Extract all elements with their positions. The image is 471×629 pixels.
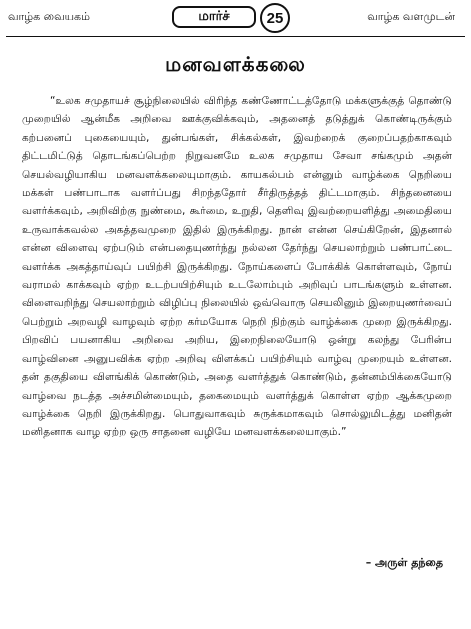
article-title: மனவளக்கலை: [165, 52, 306, 76]
header-divider: [6, 36, 465, 37]
header-motto-left: வாழ்க வையகம்: [8, 10, 90, 23]
day-badge: [260, 3, 290, 33]
article-body: “உலக சமுதாயச் சூழ்நிலையில் விரிந்த கண்ணோட்டத்தோடு மக்களுக்குத் தொண்டு முறையில் ஆன்மீக அறிவை ஊக்குவிக்கவும், அதனைத் தடுத்துக் கொண்டிருக்கும் கற்பனைப் புகையையும், துன்பங்கள், சிக்கல்கள், இவற்றைக் குறைப்பதற்காகவும் திட்டமிட்டுத் தொடங்கப்பெற்ற நிறுவனமே உலக சமுதாய சேவா சங்கமும் அதன் செயல்வழியாகிய மனவளக்கலையுமாகும். காயகல்பம் என்னும் வாழ்க்கை நெறியை மக்கள் பண்பாடாக வளர்ப்பது சிறந்ததோர் சீர்திருத்தத் திட்டமாகும். சிந்தனையை வளர்க்கவும், அறிவிற்கு நுண்மை, கூர்மை, உறுதி, தெளிவு இவற்றையளித்து அமைதியை உருவாக்கவல்ல அகத்தவமுறை இதில் இருக்கிறது. நான் என்ன செய்கிறேன், இதனால் என்ன விளைவு ஏற்படும் என்பதையுணர்ந்து நல்லன தேர்ந்து செயலாற்றும் பண்பாட்டை வளர்க்க அகத்தாய்வுப் பயிற்சி இருக்கிறது. நோய்களைப் போக்கிக் கொள்ளவும், நோய் வராமல் காக்கவும் ஏற்ற உடற்பயிற்சியும் உடலோம்பும் அறிவுப் பாடங்களும் உள்ளன. விளைவறிந்து செயலாற்றும் விழிப்பு நிலையில் ஒவ்வொரு செயலினும் இறையுணர்வைப் பெற்றும் அறவழி வாழவும் ஏற்ற கர்மயோக நெறி நிற்கும் வாழ்க்கை முறை இருக்கிறது. பிறவிப் பயனாகிய அறிவை அறிய, இறைநிலையோடு ஒன்று கலந்து பேரின்ப வாழ்வினை அனுபவிக்க ஏற்ற அறிவு விளக்கப் பயிற்சியும் வாழ்வு முறையும் உள்ளன. தன் தகுதியை விளங்கிக் கொண்டும், அதை வளர்த்துக் கொண்டும், தன்னம்பிக்கையோடு வாழ்வை நடத்த அச்சமின்மையும், தகைமையும் வளர்த்துக் கொள்ள ஏற்ற ஆக்கமுறை வாழ்க்கை நெறி இருக்கிறது. பொதுவாகவும் சுருக்கமாகவும் சொல்லுமிடத்து மனிதன் மனிதனாக வாழ ஏற்ற ஒரு சாதனை வழியே மனவளக்கலையாகும்.”: [22, 95, 452, 439]
header-motto-right: வாழ்க வளமுடன்: [367, 10, 455, 23]
day-number: 25: [266, 9, 284, 27]
article-author: – அருள் தந்தை: [365, 556, 443, 569]
month-label: [172, 6, 256, 28]
page-header: [0, 0, 471, 40]
month-text: மார்ச்: [198, 9, 230, 24]
